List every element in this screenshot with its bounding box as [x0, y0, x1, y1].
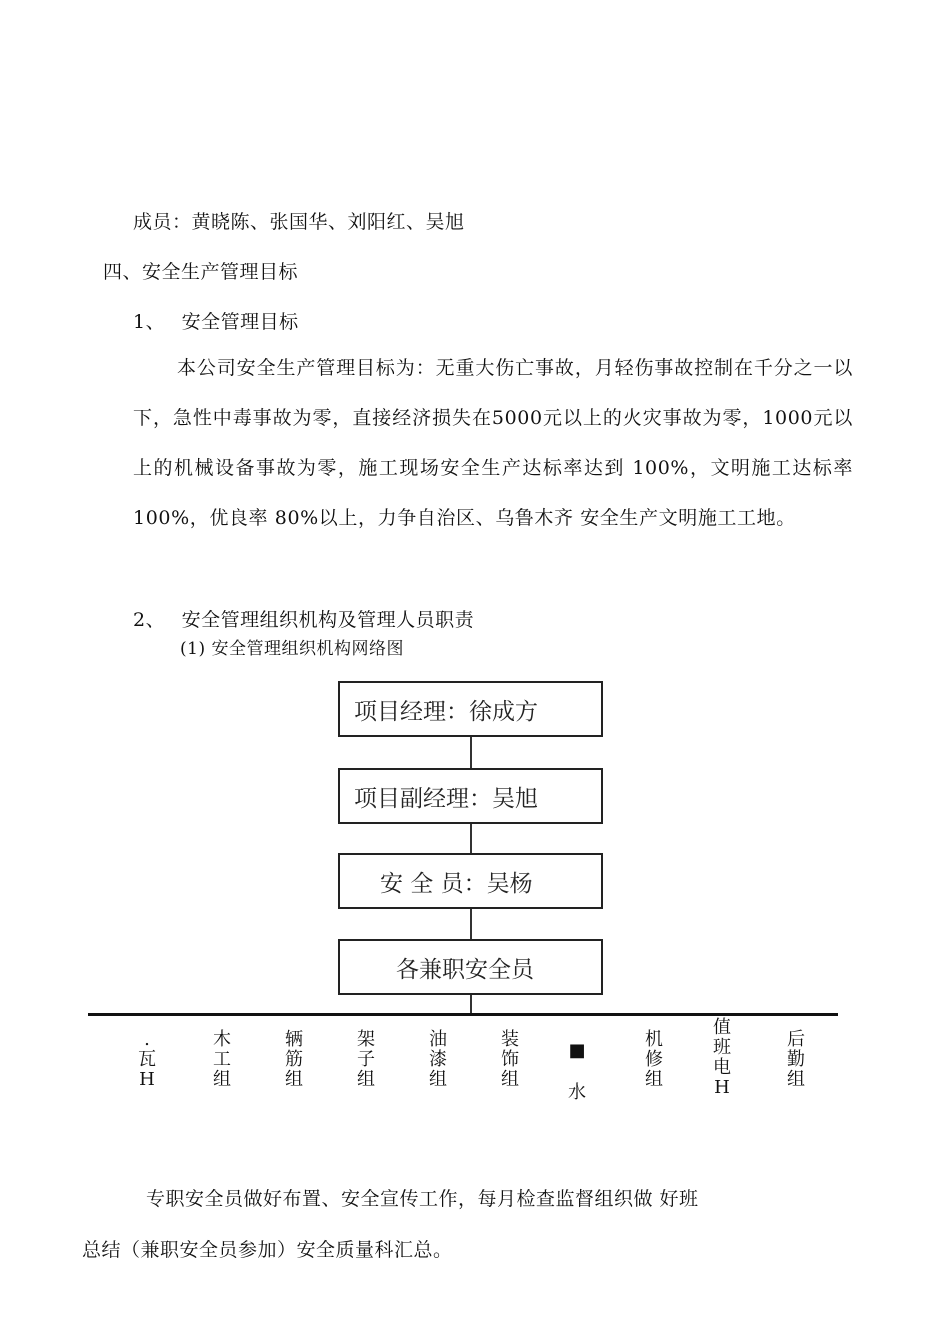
team-label: 后勤组	[787, 1029, 805, 1090]
org-box-part-time-officers: 各兼职安全员	[338, 939, 603, 995]
team-label: .瓦H	[138, 1029, 156, 1090]
org-box-deputy: 项目副经理：吴旭	[338, 768, 603, 824]
team-label: 机修组	[645, 1029, 663, 1090]
goal-paragraph	[133, 343, 853, 543]
members-line: 成员：黄晓陈、张国华、刘阳红、吴旭	[133, 211, 465, 233]
item-heading-1: 1、 安全管理目标	[133, 311, 299, 333]
footer-line-2: 总结（兼职安全员参加）安全质量科汇总。	[82, 1239, 453, 1261]
org-connector	[470, 824, 472, 853]
org-connector	[470, 995, 472, 1013]
item-heading-2: 2、 安全管理组织机构及管理人员职责	[133, 609, 475, 631]
org-team-divider	[88, 1013, 838, 1016]
org-connector	[470, 737, 472, 768]
team-label: 油漆组	[429, 1029, 447, 1090]
team-label: 木工组	[213, 1029, 231, 1090]
org-box-safety-officer: 安 全 员：吴杨	[338, 853, 603, 909]
section-heading: 四、安全生产管理目标	[103, 261, 299, 283]
footer-line-1: 专职安全员做好布置、安全宣传工作，每月检查监督组织做 好班	[146, 1188, 699, 1210]
team-label: 值班电H	[713, 1017, 731, 1098]
team-label: ■水	[568, 1040, 586, 1103]
org-connector	[470, 909, 472, 939]
item-subheading: (1) 安全管理组织机构网络图	[180, 639, 404, 659]
goal-paragraph-text: 本公司安全生产管理目标为：无重大伤亡事故，月轻伤事故控制在千分之一以下，急性中毒事故为零，直接经济损失在5000元以上的火灾事故为零，1000元以上的机械设备事故为零，施工现场安全生产达标率达到 100%，文明施工达标率 100%，优良率 80%以上，力争自治区、乌鲁木齐 安全生产文明施工工地。	[133, 357, 853, 529]
team-label: 辆筋组	[285, 1029, 303, 1090]
team-label: 装饰组	[501, 1029, 519, 1090]
team-label: 架子组	[357, 1029, 375, 1090]
org-box-manager: 项目经理：徐成方	[338, 681, 603, 737]
